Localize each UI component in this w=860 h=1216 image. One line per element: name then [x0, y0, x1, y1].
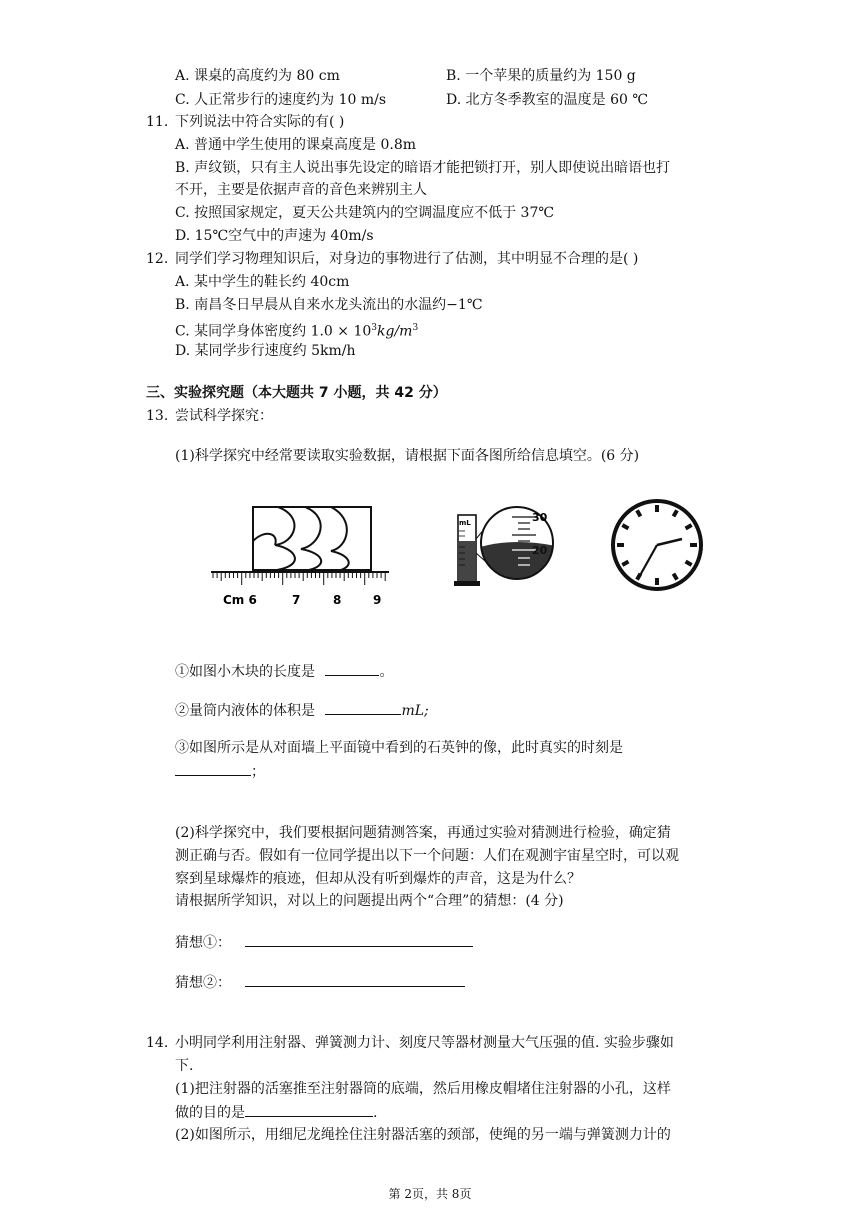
q13-sub3-answer	[175, 761, 265, 782]
q13-part2-line2: 测正确与否。假如有一位同学提出以下一个问题：人们在观测宇宙星空时，可以观	[175, 848, 679, 864]
wood-grain-1	[275, 507, 295, 570]
q13-sub3-answer-blank[interactable]	[175, 761, 251, 776]
q13-sub1-end: 。	[379, 664, 394, 680]
q11-option-b-line2: 不开，主要是依据声音的音色来辨别主人	[175, 182, 427, 198]
q12-option-c-unit-exponent: 3	[412, 323, 419, 333]
ruler-label-8: 8	[333, 593, 342, 607]
cylinder-unit-label: mL	[459, 519, 471, 527]
q13-part2-line4: 请根据所学知识，对以上的问题提出两个“合理”的猜想：(4 分)	[175, 893, 564, 909]
q12-option-c-exponent: 3	[371, 323, 378, 333]
q13-part2-line3: 察到星球爆炸的痕迹，但却从没有听到爆炸的声音，这是为什么？	[175, 871, 581, 887]
q13-sub3: ③如图所示是从对面墙上平面镜中看到的石英钟的像，此时真实的时刻是	[175, 740, 623, 756]
page-footer: 第 2页，共 8页	[388, 1187, 472, 1201]
q11-option-a: A. 普通中学生使用的课桌高度是 0.8m	[175, 137, 417, 153]
q13-sub2	[175, 700, 429, 721]
q13-sub1-answer-blank[interactable]	[325, 661, 379, 676]
cylinder-mark-20: 20	[532, 544, 548, 557]
wood-grain-2	[301, 507, 321, 570]
q13-guess1-label: 猜想①：	[175, 935, 231, 951]
q13-guess2-label: 猜想②：	[175, 975, 231, 991]
wooden-block	[253, 507, 371, 570]
q13-sub2-text: ②量筒内液体的体积是	[175, 703, 315, 719]
q13-sub3-end: ；	[251, 764, 265, 780]
q13-guess2-answer-blank[interactable]	[245, 972, 465, 987]
q12-option-c-text: C. 某同学身体密度约 1.0 × 10	[175, 323, 372, 340]
q12-stem: 同学们学习物理知识后，对身边的事物进行了估测，其中明显不合理的是( )	[175, 251, 639, 267]
ruler-figure	[205, 503, 395, 609]
q13-sub1-text: ①如图小木块的长度是	[175, 664, 315, 680]
q14-answer-blank[interactable]	[245, 1102, 373, 1117]
q14-line1: 小明同学利用注射器、弹簧测力计、刻度尺等器材测量大气压强的值. 实验步骤如	[175, 1035, 674, 1051]
q13-guess2	[175, 972, 465, 993]
q11-number: 11.	[146, 114, 169, 130]
q12-option-b: B. 南昌冬日早晨从自来水龙头流出的水温约−1℃	[175, 297, 483, 313]
q11-stem: 下列说法中符合实际的有( )	[175, 114, 345, 130]
q13-sub2-answer-blank[interactable]	[325, 700, 401, 715]
q13-guess1-answer-blank[interactable]	[245, 932, 473, 947]
q14-line5: (2)如图所示，用细尼龙绳拴住注射器活塞的颈部，使绳的另一端与弹簧测力计的	[175, 1127, 671, 1143]
q14-line4-text: 做的目的是	[175, 1105, 245, 1121]
graduated-cylinder-figure	[452, 503, 562, 589]
q12-option-d: D. 某同学步行速度约 5km/h	[175, 343, 356, 359]
q14-line4	[175, 1102, 377, 1123]
q11-option-c: C. 按照国家规定，夏天公共建筑内的空调温度应不低于 37℃	[175, 205, 555, 221]
q14-line4-end: .	[373, 1105, 378, 1121]
q12-option-c	[175, 318, 418, 342]
clock-figure	[609, 497, 705, 593]
ruler-ticks	[213, 572, 385, 585]
wood-grain-3	[331, 507, 349, 570]
q14-line2: 下.	[175, 1058, 194, 1074]
q13-number: 13.	[146, 408, 169, 424]
q13-part1: (1)科学探究中经常要读取实验数据，请根据下面各图所给信息填空。(6 分)	[175, 448, 640, 464]
ruler-label-7: 7	[292, 593, 301, 607]
ruler-label-9: 9	[373, 593, 382, 607]
q13-guess1	[175, 932, 473, 953]
q13-sub1	[175, 661, 393, 682]
q10-option-c: C. 人正常步行的速度约为 10 m/s	[175, 92, 387, 108]
q13-stem: 尝试科学探究：	[175, 408, 273, 424]
wood-grain-knot	[253, 534, 276, 545]
q11-option-d: D. 15℃空气中的声速为 40m/s	[175, 228, 374, 244]
q12-option-c-unit: kg/m	[377, 323, 413, 340]
q12-number: 12.	[146, 251, 169, 267]
q14-number: 14.	[146, 1035, 169, 1051]
q14-line3: (1)把注射器的活塞推至注射器筒的底端，然后用橡皮帽堵住注射器的小孔，这样	[175, 1081, 671, 1097]
q12-option-a: A. 某中学生的鞋长约 40cm	[175, 274, 350, 290]
q11-option-b-line1: B. 声纹锁，只有主人说出事先设定的暗语才能把锁打开，别人即使说出暗语也打	[175, 160, 671, 176]
section-3-title: 三、实验探究题（本大题共 7 小题，共 42 分）	[146, 385, 447, 401]
cylinder-base	[454, 581, 480, 586]
cylinder-mark-30: 30	[532, 511, 548, 524]
q13-part2-line1: (2)科学探究中，我们要根据问题猜测答案，再通过实验对猜测进行检验，确定猜	[175, 825, 671, 841]
q10-option-b: B. 一个苹果的质量约为 150 g	[446, 68, 636, 84]
q10-option-a: A. 课桌的高度约为 80 cm	[175, 68, 340, 84]
q13-sub2-unit: mL;	[401, 703, 429, 719]
ruler-label-cm6: Cm 6	[223, 593, 257, 607]
q10-option-d: D. 北方冬季教室的温度是 60 ℃	[446, 92, 649, 108]
